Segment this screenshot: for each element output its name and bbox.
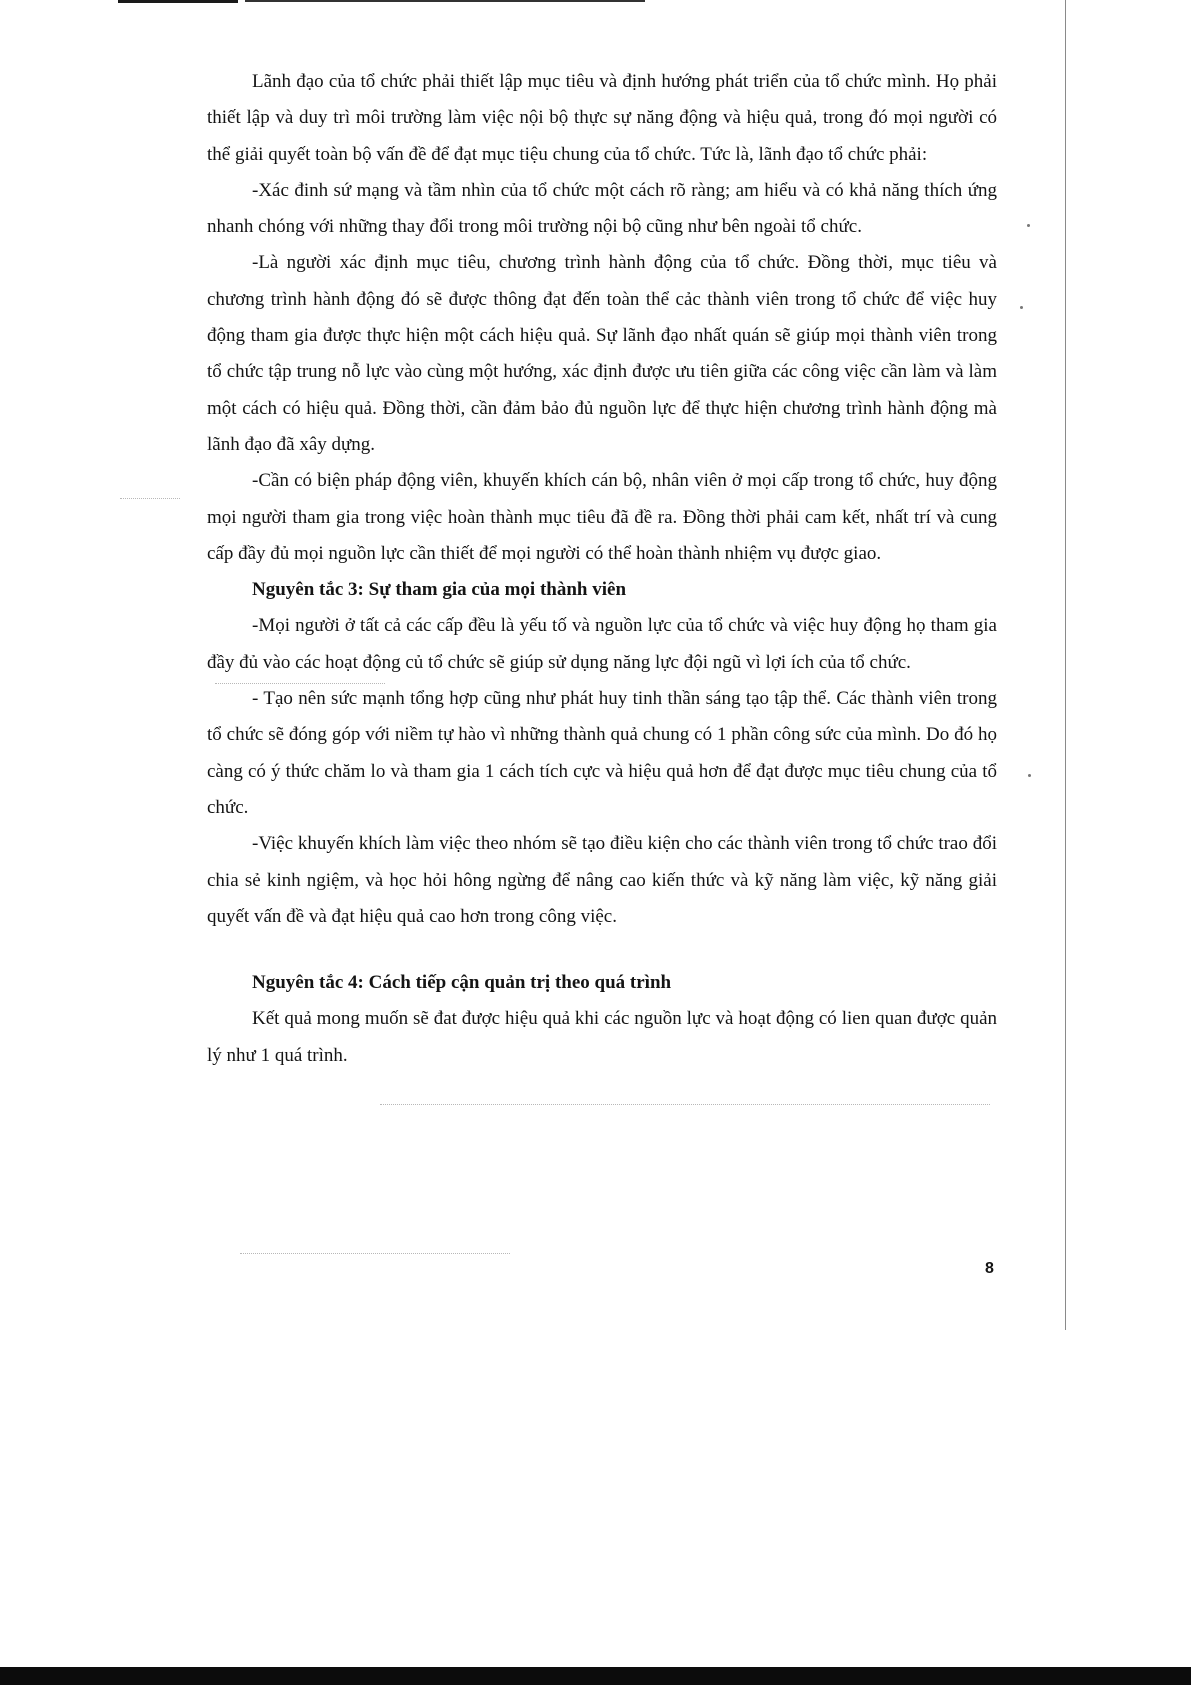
document-body: [207, 64, 997, 1074]
top-rule: [118, 0, 238, 3]
scan-artifact: [380, 1104, 990, 1105]
paragraph-leadership-intro: Lãnh đạo của tổ chức phải thiết lập mục tiêu và định hướng phát triển của tổ chức mình. Họ phải thiết lập và duy trì môi trường làm việc nội bộ thực sự năng động và hiệu quả, trong đó mọi người có thể giải quyết toàn bộ vấn đề để đạt mục tiệu chung của tổ chức. Tức là, lãnh đạo tổ chức phải:: [207, 71, 997, 165]
scan-speck: [1020, 306, 1023, 309]
paragraph-synergy: - Tạo nên sức mạnh tổng hợp cũng như phát huy tinh thần sáng tạo tập thể. Các thành viên trong tổ chức sẽ đóng góp với niềm tự hào vì những thành quả chung có 1 phần công sức của mình. Do đó họ càng có ý thức chăm lo và tham gia 1 cách tích cực và hiệu quả hơn để đạt được mục tiêu chung của tổ chức.: [207, 688, 997, 818]
paragraph-process-approach: Kết quả mong muốn sẽ đat được hiệu quả khi các nguồn lực và hoạt động có lien quan được quản lý như 1 quá trình.: [207, 1008, 997, 1066]
scan-speck: [1027, 224, 1030, 227]
page-edge: [1065, 0, 1066, 1330]
scan-artifact: [240, 1253, 510, 1254]
paragraph-teamwork: -Việc khuyến khích làm việc theo nhóm sẽ tạo điều kiện cho các thành viên trong tổ chức trao đổi chia sẻ kinh ngiệm, và học hỏi hông ngừng để nâng cao kiến thức và kỹ năng làm việc, kỹ năng giải quyết vấn đề và đạt hiệu quả cao hơn trong công việc.: [207, 833, 997, 927]
paragraph-mission-vision: -Xác đinh sứ mạng và tầm nhìn của tổ chức một cách rõ ràng; am hiểu và có khả năng thích ứng nhanh chóng với những thay đổi trong môi trường nội bộ cũng như bên ngoài tổ chức.: [207, 179, 997, 238]
scan-speck: [1028, 774, 1031, 777]
paragraph-objectives: -Là người xác định mục tiêu, chương trình hành động của tổ chức. Đồng thời, mục tiêu và chương trình hành động đó sẽ được thông đạt đến toàn thể cảc thành viên trong tổ chức để việc huy động tham gia được thực hiện một cách hiệu quả. Sự lãnh đạo nhất quán sẽ giúp mọi thành viên trong tổ chức tập trung nỗ lực vào cùng một hướng, xác định được ưu tiên giữa các công việc cần làm và làm một cách có hiệu quả. Đồng thời, cần đảm bảo đủ nguồn lực để thực hiện chương trình hành động mà lãnh đạo đã xây dựng.: [207, 252, 997, 455]
heading-principle-3: Nguyên tắc 3: Sự tham gia của mọi thành viên: [252, 579, 627, 601]
top-rule: [245, 0, 645, 2]
scan-artifact: [120, 498, 180, 499]
scan-bottom-edge: [0, 1667, 1191, 1685]
page-number: 8: [985, 1260, 994, 1277]
paragraph-motivation: -Cần có biện pháp động viên, khuyến khích cán bộ, nhân viên ở mọi cấp trong tổ chức, huy động mọi người tham gia trong việc hoàn thành mục tiêu đã đề ra. Đồng thời phải cam kết, nhất trí và cung cấp đầy đủ mọi nguồn lực cần thiết để mọi người có thể hoàn thành nhiệm vụ được giao.: [207, 470, 997, 564]
paragraph-all-levels: -Mọi người ở tất cả các cấp đều là yếu tố và nguồn lực của tổ chức và việc huy động họ tham gia đầy đủ vào các hoạt động củ tổ chức sẽ giúp sử dụng năng lực đội ngũ vì lợi ích của tổ chức.: [207, 615, 997, 673]
scan-artifact: [215, 683, 385, 684]
heading-principle-4: Nguyên tắc 4: Cách tiếp cận quản trị theo quá trình: [252, 972, 672, 994]
